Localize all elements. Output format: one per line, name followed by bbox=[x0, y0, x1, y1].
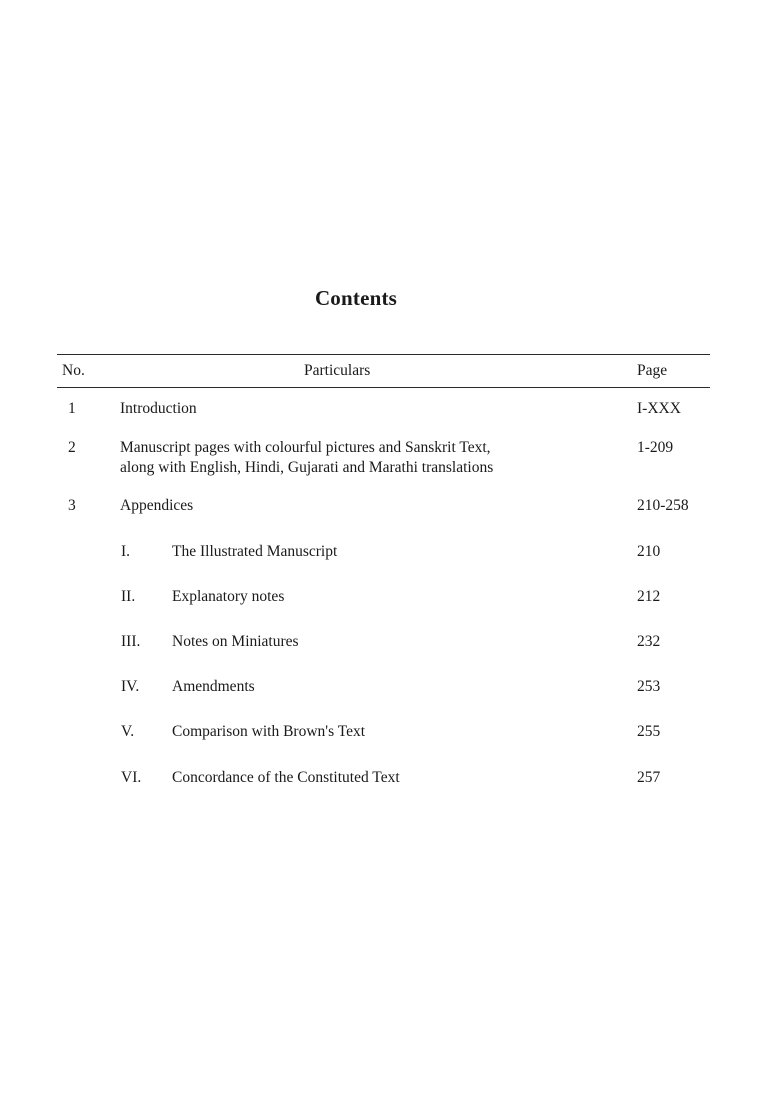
appendix-1-num: I. bbox=[121, 543, 131, 560]
appendix-3-num: III. bbox=[121, 633, 141, 650]
appendix-5-title: Comparison with Brown's Text bbox=[172, 723, 366, 740]
appendix-4-page: 253 bbox=[637, 678, 661, 695]
appendix-1-title: The Illustrated Manuscript bbox=[172, 543, 338, 560]
row-2-particulars-line1: Manuscript pages with colourful pictures and Sanskrit Text, bbox=[120, 439, 491, 456]
row-2-particulars-line2: along with English, Hindi, Gujarati and Marathi translations bbox=[120, 459, 494, 476]
appendix-2-num: II. bbox=[121, 588, 136, 605]
appendix-6-page: 257 bbox=[637, 769, 661, 786]
appendix-6-num: VI. bbox=[121, 769, 142, 786]
row-1-page: I-XXX bbox=[637, 400, 681, 417]
row-3-particulars: Appendices bbox=[120, 497, 194, 514]
appendix-5-num: V. bbox=[121, 723, 135, 740]
header-no: No. bbox=[62, 362, 85, 379]
page-title: Contents bbox=[314, 286, 398, 310]
appendix-2-page: 212 bbox=[637, 588, 661, 605]
row-2-page: 1-209 bbox=[637, 439, 674, 456]
appendix-6-title: Concordance of the Constituted Text bbox=[172, 769, 400, 786]
table-top-rule bbox=[57, 354, 710, 355]
row-1-particulars: Introduction bbox=[120, 400, 197, 417]
row-3-no: 3 bbox=[68, 497, 76, 514]
appendix-2-title: Explanatory notes bbox=[172, 588, 285, 605]
appendix-4-title: Amendments bbox=[172, 678, 255, 695]
row-3-page: 210-258 bbox=[637, 497, 689, 514]
header-page: Page bbox=[637, 362, 668, 379]
appendix-3-page: 232 bbox=[637, 633, 661, 650]
appendix-4-num: IV. bbox=[121, 678, 140, 695]
table-header-rule bbox=[57, 387, 710, 388]
appendix-3-title: Notes on Miniatures bbox=[172, 633, 299, 650]
header-particulars: Particulars bbox=[304, 362, 371, 379]
appendix-1-page: 210 bbox=[637, 543, 661, 560]
row-1-no: 1 bbox=[68, 400, 76, 417]
appendix-5-page: 255 bbox=[637, 723, 661, 740]
row-2-no: 2 bbox=[68, 439, 76, 456]
